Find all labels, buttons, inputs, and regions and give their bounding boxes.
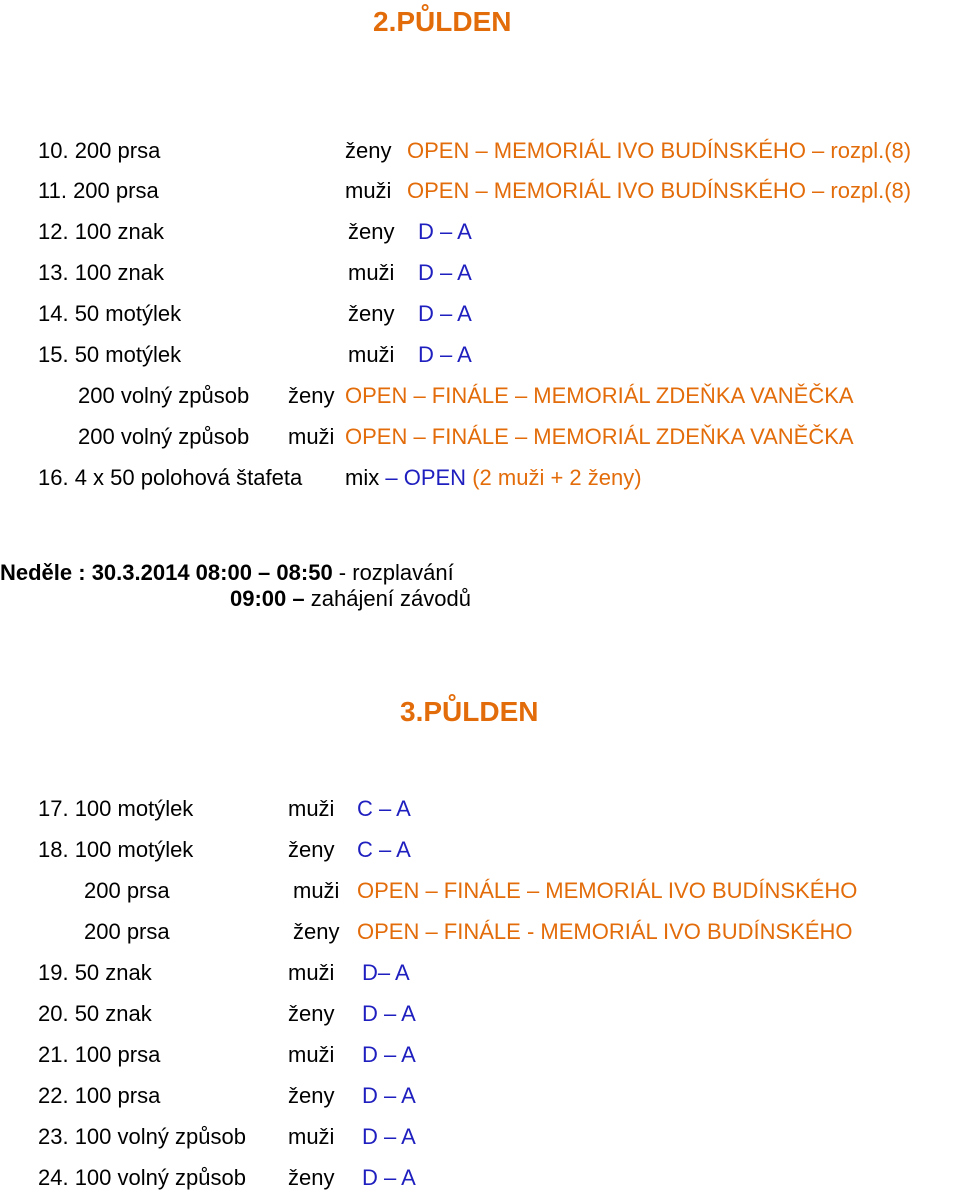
- event-gender: muži: [288, 424, 335, 449]
- event-name: 11. 200 prsa: [38, 178, 159, 203]
- event-gender: ženy: [288, 1165, 335, 1190]
- event-gender: ženy: [345, 138, 392, 163]
- event-gender: muži: [348, 260, 395, 285]
- event-category: OPEN – MEMORIÁL IVO BUDÍNSKÉHO – rozpl.(8): [407, 178, 912, 203]
- event-category: OPEN – FINÁLE – MEMORIÁL IVO BUDÍNSKÉHO: [357, 878, 858, 903]
- event-name: 14. 50 motýlek: [38, 301, 182, 326]
- event-dash: –: [385, 465, 398, 490]
- event-gender: muži: [288, 960, 335, 985]
- event-category: D – A: [362, 1165, 416, 1190]
- event-gender: muži: [348, 342, 395, 367]
- sunday-start-label: zahájení závodů: [304, 586, 471, 611]
- event-name: 200 prsa: [84, 878, 170, 903]
- event-gender: ženy: [288, 1001, 335, 1026]
- event-gender: ženy: [288, 1083, 335, 1108]
- event-category: C – A: [357, 837, 411, 862]
- event-name: 22. 100 prsa: [38, 1083, 161, 1108]
- event-category-rest: (2 muži + 2 ženy): [472, 465, 642, 490]
- event-gender: muži: [288, 1042, 335, 1067]
- event-gender: muži: [345, 178, 392, 203]
- section3-title: 3.PŮLDEN: [400, 696, 539, 727]
- event-category: D – A: [362, 1042, 416, 1067]
- event-gender: ženy: [348, 219, 395, 244]
- sunday-line-2: [230, 586, 471, 612]
- event-name: 23. 100 volný způsob: [38, 1124, 246, 1149]
- relay-row: [345, 465, 642, 491]
- event-category: D – A: [362, 1083, 416, 1108]
- event-category: D – A: [418, 342, 472, 367]
- event-name: 200 volný způsob: [78, 383, 250, 408]
- event-category: D – A: [362, 1001, 416, 1026]
- event-gender: ženy: [348, 301, 395, 326]
- event-category: D – A: [362, 1124, 416, 1149]
- event-name: 200 volný způsob: [78, 424, 250, 449]
- sunday-date-time: Neděle : 30.3.2014 08:00 – 08:50: [0, 560, 333, 585]
- event-gender: muži: [293, 878, 340, 903]
- sunday-line-1: [0, 560, 454, 586]
- event-category-open: OPEN: [403, 465, 467, 490]
- event-gender: muži: [288, 796, 335, 821]
- event-name: 13. 100 znak: [38, 260, 164, 285]
- event-gender: mix: [345, 465, 380, 490]
- event-name: 16. 4 x 50 polohová štafeta: [38, 465, 303, 490]
- event-name: 20. 50 znak: [38, 1001, 152, 1026]
- event-gender: muži: [288, 1124, 335, 1149]
- sunday-warmup: - rozplavání: [332, 560, 454, 585]
- event-category: D – A: [418, 219, 472, 244]
- event-gender: ženy: [288, 383, 335, 408]
- event-category: D – A: [418, 260, 472, 285]
- event-name: 17. 100 motýlek: [38, 796, 194, 821]
- event-category: D – A: [418, 301, 472, 326]
- event-category: OPEN – FINÁLE – MEMORIÁL ZDEŇKA VANĚČKA: [345, 383, 854, 408]
- section2-title: 2.PŮLDEN: [373, 6, 512, 37]
- event-gender: ženy: [288, 837, 335, 862]
- sunday-start-time: 09:00 –: [230, 586, 305, 611]
- event-name: 21. 100 prsa: [38, 1042, 161, 1067]
- event-name: 12. 100 znak: [38, 219, 164, 244]
- event-name: 10. 200 prsa: [38, 138, 161, 163]
- event-gender: ženy: [293, 919, 340, 944]
- event-category: OPEN – FINÁLE – MEMORIÁL ZDEŇKA VANĚČKA: [345, 424, 854, 449]
- event-category: OPEN – MEMORIÁL IVO BUDÍNSKÉHO – rozpl.(8): [407, 138, 912, 163]
- event-name: 24. 100 volný způsob: [38, 1165, 246, 1190]
- event-name: 200 prsa: [84, 919, 170, 944]
- event-category: D– A: [362, 960, 410, 985]
- event-name: 18. 100 motýlek: [38, 837, 194, 862]
- event-name: 19. 50 znak: [38, 960, 152, 985]
- event-category: C – A: [357, 796, 411, 821]
- event-category: OPEN – FINÁLE - MEMORIÁL IVO BUDÍNSKÉHO: [357, 919, 853, 944]
- event-name: 15. 50 motýlek: [38, 342, 182, 367]
